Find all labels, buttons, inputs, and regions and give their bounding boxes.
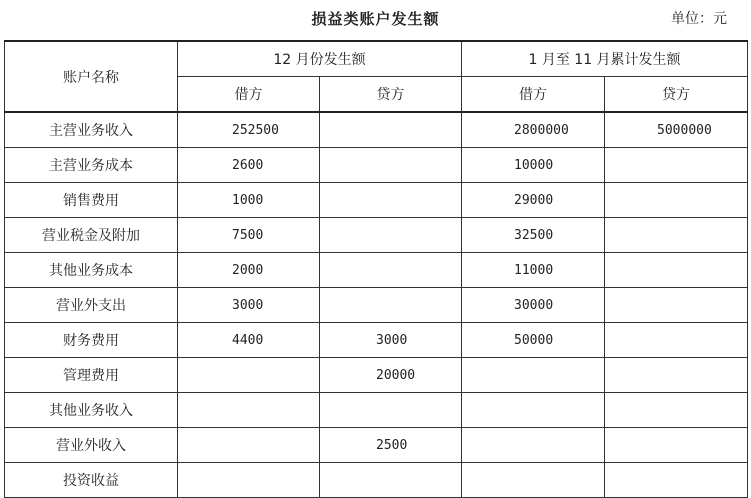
dec-credit-cell: 3000 xyxy=(320,323,462,358)
table-row xyxy=(5,288,748,323)
page-title: 损益类账户发生额 xyxy=(311,10,440,28)
table-row xyxy=(5,183,748,218)
dec-credit-cell xyxy=(320,393,462,428)
table-row xyxy=(5,393,748,428)
cum-debit-cell: 32500 xyxy=(462,218,605,253)
cum-debit-cell: 50000 xyxy=(462,323,605,358)
table-row xyxy=(5,323,748,358)
table-body xyxy=(5,112,748,498)
dec-debit-cell: 1000 xyxy=(178,183,320,218)
cum-credit-cell xyxy=(605,428,748,463)
header-cum-debit: 借方 xyxy=(462,77,605,113)
header-december: 12 月份发生额 xyxy=(178,41,462,77)
cum-debit-cell: 29000 xyxy=(462,183,605,218)
table-row xyxy=(5,253,748,288)
account-name-cell: 销售费用 xyxy=(5,183,178,218)
cum-debit-cell xyxy=(462,463,605,498)
account-name-cell: 主营业务收入 xyxy=(5,112,178,148)
cum-credit-cell xyxy=(605,218,748,253)
dec-debit-cell xyxy=(178,463,320,498)
account-table xyxy=(4,40,748,498)
dec-credit-cell xyxy=(320,112,462,148)
dec-debit-cell: 7500 xyxy=(178,218,320,253)
dec-debit-cell xyxy=(178,393,320,428)
dec-credit-cell xyxy=(320,218,462,253)
dec-debit-cell: 3000 xyxy=(178,288,320,323)
cum-debit-cell xyxy=(462,428,605,463)
dec-credit-cell: 20000 xyxy=(320,358,462,393)
cum-credit-cell xyxy=(605,393,748,428)
cum-debit-cell xyxy=(462,393,605,428)
dec-credit-cell xyxy=(320,253,462,288)
cum-credit-cell xyxy=(605,288,748,323)
dec-debit-cell: 252500 xyxy=(178,112,320,148)
dec-credit-cell xyxy=(320,183,462,218)
cum-credit-cell xyxy=(605,183,748,218)
table-row xyxy=(5,218,748,253)
cum-credit-cell xyxy=(605,253,748,288)
header-dec-credit: 贷方 xyxy=(320,77,462,113)
account-name-cell: 营业外支出 xyxy=(5,288,178,323)
cum-credit-cell xyxy=(605,358,748,393)
cum-credit-cell xyxy=(605,463,748,498)
cum-debit-cell xyxy=(462,358,605,393)
dec-debit-cell xyxy=(178,358,320,393)
account-name-cell: 其他业务收入 xyxy=(5,393,178,428)
account-name-cell: 营业税金及附加 xyxy=(5,218,178,253)
cum-debit-cell: 10000 xyxy=(462,148,605,183)
dec-debit-cell: 4400 xyxy=(178,323,320,358)
table-row xyxy=(5,463,748,498)
unit-label: 单位：元 xyxy=(671,11,727,27)
dec-credit-cell: 2500 xyxy=(320,428,462,463)
dec-debit-cell xyxy=(178,428,320,463)
cum-debit-cell: 11000 xyxy=(462,253,605,288)
account-name-cell: 管理费用 xyxy=(5,358,178,393)
account-name-cell: 其他业务成本 xyxy=(5,253,178,288)
header-jan-nov: 1 月至 11 月累计发生额 xyxy=(462,41,748,77)
dec-credit-cell xyxy=(320,288,462,323)
table-row xyxy=(5,148,748,183)
cum-debit-cell: 2800000 xyxy=(462,112,605,148)
cum-credit-cell xyxy=(605,148,748,183)
header-cum-credit: 贷方 xyxy=(605,77,748,113)
dec-credit-cell xyxy=(320,463,462,498)
account-name-cell: 投资收益 xyxy=(5,463,178,498)
table-row xyxy=(5,428,748,463)
cum-debit-cell: 30000 xyxy=(462,288,605,323)
account-name-cell: 主营业务成本 xyxy=(5,148,178,183)
header-dec-debit: 借方 xyxy=(178,77,320,113)
cum-credit-cell xyxy=(605,323,748,358)
account-name-cell: 营业外收入 xyxy=(5,428,178,463)
cum-credit-cell: 5000000 xyxy=(605,112,748,148)
dec-credit-cell xyxy=(320,148,462,183)
dec-debit-cell: 2000 xyxy=(178,253,320,288)
table-row xyxy=(5,358,748,393)
header-account-name: 账户名称 xyxy=(5,41,178,112)
dec-debit-cell: 2600 xyxy=(178,148,320,183)
table-row xyxy=(5,112,748,148)
account-name-cell: 财务费用 xyxy=(5,323,178,358)
